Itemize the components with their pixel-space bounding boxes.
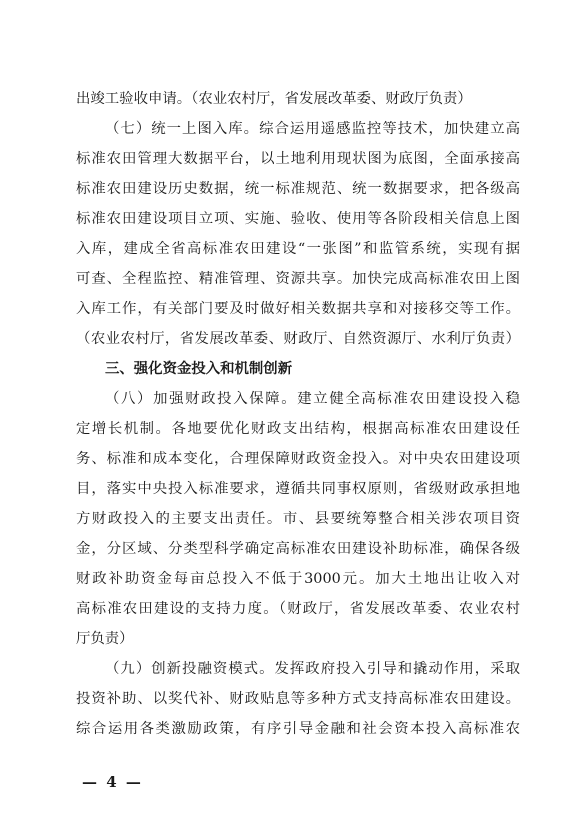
text-line: （七）统一上图入库。综合运用遥感监控等技术，加快建立高	[105, 121, 520, 137]
text-line: （八）加强财政投入保障。建立健全高标准农田建设投入稳	[105, 391, 520, 407]
text-line: 入库，建成全省高标准农田建设“一张图”和监管系统，实现有据	[76, 241, 520, 257]
text-line: 厅负责）	[76, 631, 134, 647]
text-line: 出竣工验收申请。（农业农村厅，省发展改革委、财政厅负责）	[76, 91, 472, 107]
page-number: — 4 —	[82, 773, 143, 791]
text-line: 可查、全程监控、精准管理、资源共享。加快完成高标准农田上图	[76, 271, 520, 287]
text-line: 目，落实中央投入标准要求，遵循共同事权原则，省级财政承担地	[76, 481, 520, 497]
text-line: 综合运用各类激励政策，有序引导金融和社会资本投入高标准农	[76, 721, 520, 737]
text-line: 方财政投入的主要支出责任。市、县要统筹整合相关涉农项目资	[76, 511, 520, 527]
text-line: 投资补助、以奖代补、财政贴息等多种方式支持高标准农田建设。	[76, 691, 520, 707]
text-line: 定增长机制。各地要优化财政支出结构，根据高标准农田建设任	[76, 421, 520, 437]
text-line: 入库工作，有关部门要及时做好相关数据共享和对接移交等工作。	[76, 301, 520, 317]
text-line: 务、标准和成本变化，合理保障财政资金投入。对中央农田建设项	[76, 451, 520, 467]
text-line: 金，分区域、分类型科学确定高标准农田建设补助标准，确保各级	[76, 541, 520, 557]
document-body	[76, 84, 520, 744]
text-line: 标准农田建设项目立项、实施、验收、使用等各阶段相关信息上图	[76, 211, 520, 227]
text-line: 财政补助资金每亩总投入不低于3000元。加大土地出让收入对	[76, 571, 520, 587]
text-line: 标准农田建设历史数据，统一标准规范、统一数据要求，把各级高	[76, 181, 520, 197]
text-line: （农业农村厅，省发展改革委、财政厅、自然资源厅、水利厅负责）	[76, 331, 520, 347]
text-line: 高标准农田建设的支持力度。（财政厅，省发展改革委、农业农村	[76, 601, 520, 617]
text-line: （九）创新投融资模式。发挥政府投入引导和撬动作用，采取	[105, 661, 520, 677]
text-line: 标准农田管理大数据平台，以土地利用现状图为底图，全面承接高	[76, 151, 520, 167]
section-heading: 三、强化资金投入和机制创新	[105, 361, 293, 377]
